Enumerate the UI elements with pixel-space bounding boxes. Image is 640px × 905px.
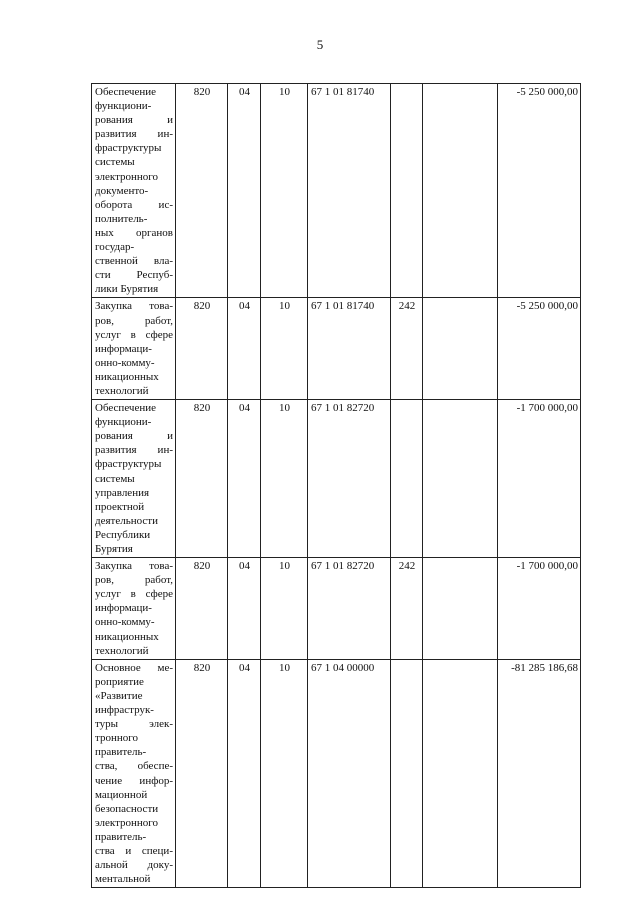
- table-row: [92, 400, 581, 558]
- item-name-line: Обеспечение: [95, 86, 156, 98]
- item-name-cell: [92, 558, 176, 660]
- amount-cell: -5 250 000,00: [498, 84, 581, 298]
- item-name-line: ных органов: [95, 226, 173, 239]
- item-name-line: системы: [95, 156, 135, 169]
- subsection-code-cell: 10: [261, 558, 308, 660]
- expense-type-cell: [391, 84, 423, 298]
- item-name-line: фраструктуры: [95, 458, 162, 471]
- item-name-line: функциони-: [95, 100, 152, 113]
- expense-type-cell: [391, 400, 423, 558]
- item-name-line: Республики: [95, 528, 151, 541]
- item-name-line: ров, работ,: [95, 574, 173, 587]
- item-name-line: Закупка това-: [95, 300, 173, 313]
- item-name-line: тронного: [95, 732, 138, 745]
- item-name-line: системы: [95, 472, 135, 485]
- empty-cell: [423, 659, 498, 888]
- target-article-cell: 67 1 04 00000: [308, 659, 391, 888]
- target-article-cell: 67 1 01 81740: [308, 84, 391, 298]
- item-name-line: полнитель-: [95, 212, 148, 225]
- table-row: [92, 558, 581, 660]
- item-name-line: фраструктуры: [95, 142, 162, 155]
- item-name-line: развития ин-: [95, 444, 173, 457]
- item-name-line: сти Респуб-: [95, 269, 173, 282]
- item-name-line: рования и: [95, 114, 173, 127]
- item-name-line: развития ин-: [95, 128, 173, 141]
- item-name-line: онно-комму-: [95, 356, 155, 369]
- item-name-line: онно-комму-: [95, 616, 155, 629]
- item-name-line: государ-: [95, 241, 135, 254]
- expense-type-cell: 242: [391, 558, 423, 660]
- item-name-line: функциони-: [95, 416, 152, 429]
- subsection-code-cell: 10: [261, 84, 308, 298]
- target-article-cell: 67 1 01 82720: [308, 558, 391, 660]
- item-name-cell: [92, 400, 176, 558]
- item-name-line: проектной: [95, 500, 145, 513]
- item-name-line: электронного: [95, 170, 159, 183]
- empty-cell: [423, 558, 498, 660]
- item-name-line: мационной: [95, 788, 148, 801]
- item-name-line: ров, работ,: [95, 314, 173, 327]
- amount-cell: -1 700 000,00: [498, 400, 581, 558]
- empty-cell: [423, 400, 498, 558]
- item-name-line: альной доку-: [95, 859, 173, 872]
- item-name-line: оборота ис-: [95, 198, 173, 211]
- item-name-line: электронного: [95, 816, 159, 829]
- admin-code-cell: 820: [176, 400, 228, 558]
- item-name-line: ственной вла-: [95, 255, 173, 268]
- admin-code-cell: 820: [176, 659, 228, 888]
- item-name-line: безопасности: [95, 802, 159, 815]
- admin-code-cell: 820: [176, 84, 228, 298]
- item-name-line: чение инфор-: [95, 774, 173, 787]
- item-name-line: услуг в сфере: [95, 588, 173, 601]
- item-name-line: деятельности: [95, 514, 158, 527]
- subsection-code-cell: 10: [261, 659, 308, 888]
- subsection-code-cell: 10: [261, 298, 308, 400]
- item-name-line: никационных: [95, 370, 159, 383]
- item-name-line: информаци-: [95, 342, 152, 355]
- section-code-cell: 04: [228, 400, 261, 558]
- admin-code-cell: 820: [176, 298, 228, 400]
- item-name-line: инфраструк-: [95, 704, 154, 717]
- empty-cell: [423, 84, 498, 298]
- table-row: [92, 659, 581, 888]
- section-code-cell: 04: [228, 84, 261, 298]
- item-name-line: управления: [95, 486, 150, 499]
- item-name-line: туры элек-: [95, 718, 173, 731]
- item-name-line: ства и специ-: [95, 844, 173, 857]
- empty-cell: [423, 298, 498, 400]
- item-name-line: правитель-: [95, 830, 147, 843]
- item-name-line: Бурятия: [95, 543, 133, 555]
- item-name-line: «Развитие: [95, 689, 143, 702]
- item-name-line: Обеспечение: [95, 402, 156, 415]
- page-number: 5: [316, 37, 324, 52]
- target-article-cell: 67 1 01 82720: [308, 400, 391, 558]
- item-name-line: документо-: [95, 184, 149, 197]
- item-name-line: Основное ме-: [95, 661, 173, 674]
- section-code-cell: 04: [228, 659, 261, 888]
- table-row: [92, 298, 581, 400]
- item-name-line: рования и: [95, 430, 173, 443]
- section-code-cell: 04: [228, 298, 261, 400]
- item-name-cell: [92, 298, 176, 400]
- table-row: [92, 84, 581, 298]
- target-article-cell: 67 1 01 81740: [308, 298, 391, 400]
- section-code-cell: 04: [228, 558, 261, 660]
- item-name-line: технологий: [95, 644, 149, 657]
- budget-table: [91, 83, 581, 888]
- subsection-code-cell: 10: [261, 400, 308, 558]
- item-name-cell: [92, 659, 176, 888]
- expense-type-cell: [391, 659, 423, 888]
- item-name-line: ментальной: [95, 873, 151, 886]
- amount-cell: -5 250 000,00: [498, 298, 581, 400]
- item-name-line: Закупка това-: [95, 560, 173, 573]
- item-name-cell: [92, 84, 176, 298]
- amount-cell: -1 700 000,00: [498, 558, 581, 660]
- admin-code-cell: 820: [176, 558, 228, 660]
- amount-cell: -81 285 186,68: [498, 659, 581, 888]
- item-name-line: технологий: [95, 384, 149, 397]
- item-name-line: лики Бурятия: [95, 283, 159, 296]
- expense-type-cell: 242: [391, 298, 423, 400]
- item-name-line: правитель-: [95, 746, 147, 759]
- item-name-line: ства, обеспе-: [95, 760, 173, 773]
- item-name-line: роприятие: [95, 675, 144, 688]
- item-name-line: информаци-: [95, 602, 152, 615]
- item-name-line: услуг в сфере: [95, 328, 173, 341]
- item-name-line: никационных: [95, 630, 159, 643]
